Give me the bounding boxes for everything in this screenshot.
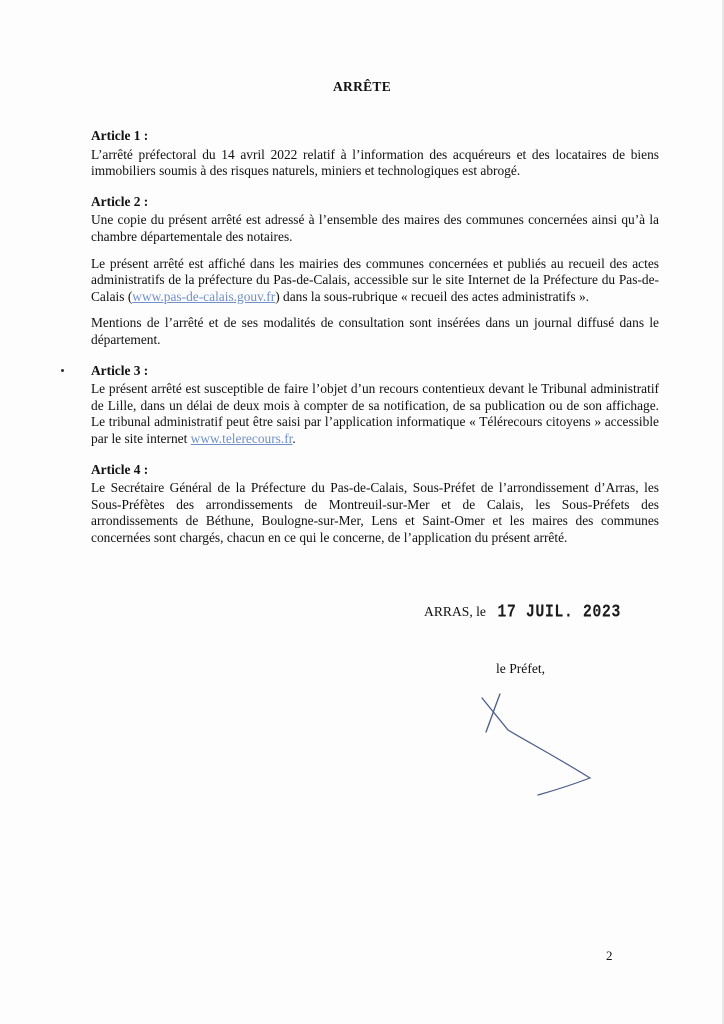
article-4: [91, 462, 659, 547]
paragraph-text: Le présent arrêté est affiché dans les mairies des communes concernées et publiés au recueil des actes administratifs de la préfecture du Pas-de-Calais, accessible sur le site Internet de la Préfecture du Pas-de-Calais (: [91, 255, 659, 304]
articles-container: [91, 128, 659, 560]
article-heading: Article 3 :: [91, 362, 149, 378]
prefecture-website-link[interactable]: www.pas-de-calais.gouv.fr: [132, 288, 276, 304]
article-paragraph: L’arrêté préfectoral du 14 avril 2022 relatif à l’information des acquéreurs et des locataires de biens immobiliers soumis à des risques naturels, miniers et technologiques est abrogé.: [91, 146, 659, 179]
article-2: [91, 194, 659, 349]
article-paragraph: Le Secrétaire Général de la Préfecture du Pas-de-Calais, Sous-Préfet de l’arrondissement d’Arras, les Sous-Préfètes des arrondissements de Montreuil-sur-Mer et de Calais, les Sous-Préfets des arrondissements de Béthune, Boulogne-sur-Mer, Lens et Saint-Omer et les maires des communes concernées sont chargés, chacun en ce qui le concerne, de l’application du présent arrêté.: [91, 480, 659, 545]
paragraph-text: Le présent arrêté est susceptible de faire l’objet d’un recours contentieux devant le Tribunal administratif de Lille, dans un délai de deux mois à compter de sa notification, de sa publication ou de son affichage. Le tribunal administratif peut être saisi par l’application informatique « Télérecours citoyens » accessible par le site internet: [91, 381, 659, 446]
handwritten-signature: [478, 690, 598, 800]
date-stamp: 17 JUIL. 2023: [497, 602, 621, 623]
article-heading: Article 4 :: [91, 461, 149, 477]
page-number: 2: [606, 948, 613, 963]
document-title: ARRÊTE: [332, 79, 392, 94]
paragraph-text: ) dans la sous-rubrique « recueil des actes administratifs ».: [275, 288, 590, 304]
article-1: [91, 128, 659, 180]
article-paragraph: Une copie du présent arrêté est adressé à l’ensemble des maires des communes concernées ainsi qu’à la chambre départementale des notaires.: [91, 212, 659, 244]
place-date-line: [424, 604, 621, 621]
place-label: ARRAS, le: [424, 604, 486, 619]
article-paragraph: [91, 381, 659, 447]
article-paragraph: [91, 256, 659, 306]
article-heading: Article 1 :: [91, 128, 149, 143]
article-paragraph: Mentions de l’arrêté et de ses modalités de consultation sont insérées dans un journal diffusé dans le département.: [91, 315, 659, 347]
signer-title: le Préfet,: [496, 661, 546, 676]
telerecours-link[interactable]: www.telerecours.fr: [190, 430, 293, 446]
paragraph-text: .: [292, 430, 296, 446]
article-heading: Article 2 :: [91, 193, 149, 209]
scan-speck: [61, 369, 64, 372]
article-3: [91, 363, 659, 448]
